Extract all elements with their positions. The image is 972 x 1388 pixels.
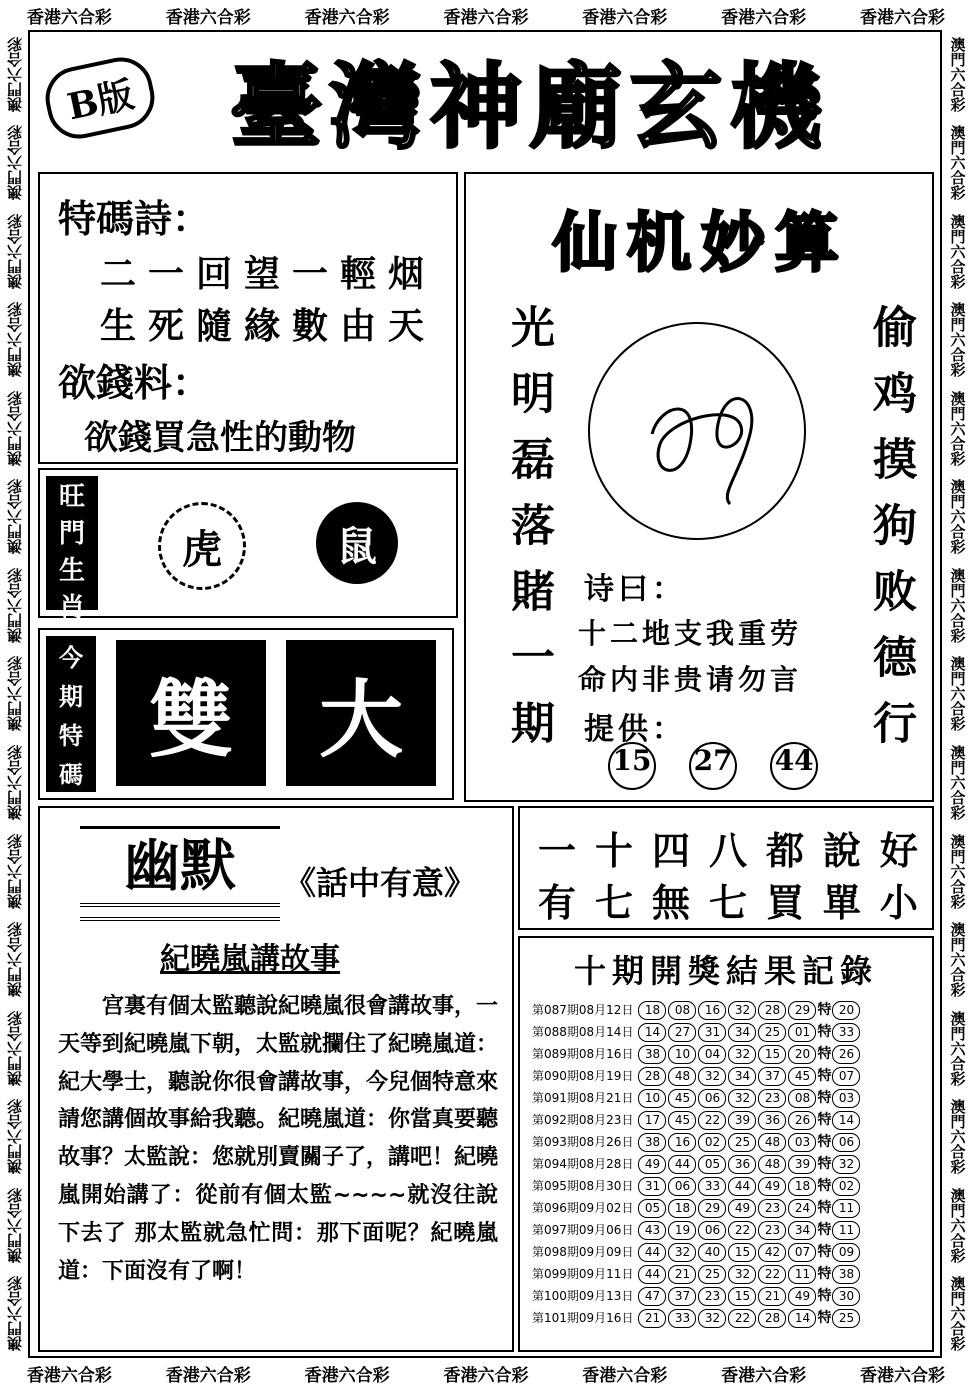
humor-title <box>80 826 280 921</box>
record-number: 37 <box>668 1287 696 1306</box>
special-label: 特 <box>817 1243 832 1260</box>
xianji-provide-label: 提供： <box>584 712 686 747</box>
lucky-number: 27 <box>689 742 737 790</box>
record-number: 23 <box>758 1199 786 1218</box>
records-box <box>518 936 934 1352</box>
proverb-char: 一 <box>538 828 577 873</box>
record-number: 23 <box>758 1221 786 1240</box>
border-text: 香港六合彩 <box>721 1365 807 1386</box>
record-number: 37 <box>758 1067 786 1086</box>
border-text: 香港六合彩 <box>582 1365 668 1386</box>
humor-subtitle: 《話中有意》 <box>284 864 477 902</box>
record-number: 27 <box>668 1023 696 1042</box>
record-number: 14 <box>788 1309 816 1328</box>
record-number: 31 <box>638 1177 666 1196</box>
xianji-right-column: 偷鸡摸狗败德行 <box>865 304 916 766</box>
border-text-vertical: 澳門六合彩 <box>5 567 24 643</box>
border-text-vertical: 澳門六合彩 <box>948 745 967 821</box>
proverb-row-1 <box>538 820 918 875</box>
border-text-vertical: 澳門六合彩 <box>5 656 24 732</box>
zodiac-label-char: 生 <box>58 556 85 586</box>
record-number: 38 <box>638 1133 666 1152</box>
record-number: 20 <box>788 1045 816 1064</box>
xianji-box <box>464 172 934 802</box>
border-text: 香港六合彩 <box>859 1365 945 1386</box>
right-border-strip <box>944 30 972 1358</box>
border-text-vertical: 澳門六合彩 <box>948 922 967 998</box>
record-special-number: 11 <box>832 1221 860 1240</box>
proverb-char: 無 <box>651 880 690 925</box>
record-row <box>532 1108 861 1130</box>
top-border-strip <box>0 0 972 30</box>
border-text-vertical: 澳門六合彩 <box>5 479 24 555</box>
record-numbers <box>637 1174 861 1196</box>
lucky-number: 44 <box>770 742 818 790</box>
record-number: 33 <box>668 1309 696 1328</box>
record-number: 44 <box>638 1265 666 1284</box>
record-number: 32 <box>668 1243 696 1262</box>
proverb-char: 八 <box>708 828 747 873</box>
border-text-vertical: 澳門六合彩 <box>5 302 24 378</box>
proverb-char: 好 <box>879 828 918 873</box>
border-text-vertical: 澳門六合彩 <box>948 1010 967 1086</box>
record-period: 第093期08月26日 <box>532 1134 634 1149</box>
record-period: 第089期08月16日 <box>532 1046 634 1061</box>
record-number: 49 <box>728 1199 756 1218</box>
special-value-2-text: 大 <box>318 670 403 769</box>
record-number: 39 <box>728 1111 756 1130</box>
record-number: 28 <box>758 1309 786 1328</box>
xianji-poem-line-1: 十二地支我重劳 <box>578 617 803 650</box>
record-special-number: 30 <box>832 1287 860 1306</box>
record-number: 10 <box>668 1045 696 1064</box>
special-label: 特 <box>817 1023 832 1040</box>
records-table <box>532 998 861 1328</box>
xianji-poem-label: 诗曰： <box>584 572 686 607</box>
record-number: 22 <box>728 1221 756 1240</box>
record-special-number: 32 <box>832 1155 860 1174</box>
record-numbers <box>637 1196 861 1218</box>
proverb-char: 七 <box>594 880 633 925</box>
record-number: 21 <box>668 1265 696 1284</box>
record-numbers <box>637 1240 861 1262</box>
record-special-number: 06 <box>832 1133 860 1152</box>
proverb-row-2 <box>538 872 918 927</box>
record-number: 34 <box>788 1221 816 1240</box>
border-text-vertical: 澳門六合彩 <box>5 213 24 289</box>
border-text-vertical: 澳門六合彩 <box>948 1099 967 1175</box>
record-numbers <box>637 1086 861 1108</box>
record-number: 15 <box>728 1287 756 1306</box>
record-special-number: 25 <box>832 1309 860 1328</box>
record-period: 第101期09月16日 <box>532 1310 634 1325</box>
border-text-vertical: 澳門六合彩 <box>948 36 967 112</box>
special-label: 特 <box>817 1199 832 1216</box>
border-text: 香港六合彩 <box>26 1365 112 1386</box>
special-label: 特 <box>817 1001 832 1018</box>
record-row <box>532 1020 861 1042</box>
special-label: 特 <box>817 1309 832 1326</box>
border-text-vertical: 澳門六合彩 <box>948 302 967 378</box>
border-text-vertical: 澳門六合彩 <box>948 1276 967 1352</box>
record-numbers <box>637 1284 861 1306</box>
record-number: 42 <box>758 1243 786 1262</box>
record-number: 32 <box>698 1067 726 1086</box>
record-number: 08 <box>788 1089 816 1108</box>
zodiac-box <box>38 468 458 623</box>
record-number: 16 <box>698 1001 726 1020</box>
border-text-vertical: 澳門六合彩 <box>5 745 24 821</box>
record-number: 28 <box>638 1067 666 1086</box>
record-period: 第088期08月14日 <box>532 1024 634 1039</box>
proverb-char: 說 <box>822 828 861 873</box>
record-number: 24 <box>788 1199 816 1218</box>
record-numbers <box>637 1152 861 1174</box>
record-special-number: 38 <box>832 1265 860 1284</box>
record-numbers <box>637 1042 861 1064</box>
record-number: 06 <box>698 1089 726 1108</box>
record-number: 04 <box>698 1045 726 1064</box>
record-number: 31 <box>698 1023 726 1042</box>
border-text-vertical: 澳門六合彩 <box>948 479 967 555</box>
record-number: 32 <box>728 1089 756 1108</box>
record-period: 第091期08月21日 <box>532 1090 634 1105</box>
record-period: 第095期08月30日 <box>532 1178 634 1193</box>
record-number: 33 <box>698 1177 726 1196</box>
record-number: 36 <box>758 1111 786 1130</box>
record-number: 19 <box>668 1221 696 1240</box>
border-text: 香港六合彩 <box>26 7 112 28</box>
special-label-char: 今 <box>59 644 83 672</box>
record-numbers <box>637 1020 861 1042</box>
proverb-char: 十 <box>594 828 633 873</box>
special-label: 特 <box>817 1265 832 1282</box>
border-text: 香港六合彩 <box>165 7 251 28</box>
special-label: 特 <box>817 1221 832 1238</box>
special-label-char: 特 <box>59 722 83 750</box>
special-label: 特 <box>817 1133 832 1150</box>
lucky-number: 15 <box>608 742 656 790</box>
bottom-border-strip <box>0 1358 972 1388</box>
record-special-number: 02 <box>832 1177 860 1196</box>
poem-box <box>38 172 458 464</box>
xianji-left-column: 光明磊落賭一期 <box>503 304 554 766</box>
tiger-label: 虎 <box>182 525 222 573</box>
record-period: 第097期09月06日 <box>532 1222 634 1237</box>
record-number: 32 <box>698 1309 726 1328</box>
zodiac-label <box>46 476 98 623</box>
record-period: 第087期08月12日 <box>532 1002 634 1017</box>
record-row <box>532 1218 861 1240</box>
record-numbers <box>637 1108 861 1130</box>
record-special-number: 07 <box>832 1067 860 1086</box>
records-title: 十期開獎結果記錄 <box>573 952 878 990</box>
record-special-number: 09 <box>832 1243 860 1262</box>
record-numbers <box>637 1064 861 1086</box>
border-text-vertical: 澳門六合彩 <box>948 833 967 909</box>
story-text: 宫裏有個太監聽說紀曉嵐很會講故事，一天等到紀曉嵐下朝，太監就攔住了紀曉嵐道：紀大學士，聽說你很會講故事，今兒個特意來請您講個故事給我聽。紀曉嵐道：你當真要聽故事？太監說：您就別賣關子了，講吧！紀曉嵐開始講了：從前有個太監~~~~就沒往說下去了 那太監就急忙問：那下面呢？紀曉嵐道：下面沒有了啊！ <box>58 994 499 1284</box>
record-number: 40 <box>698 1243 726 1262</box>
record-period: 第099期09月11日 <box>532 1266 634 1281</box>
zodiac-label-char: 旺 <box>58 482 85 512</box>
record-number: 44 <box>668 1155 696 1174</box>
record-period: 第090期08月19日 <box>532 1068 634 1083</box>
record-number: 38 <box>638 1045 666 1064</box>
page-title: 臺灣神廟玄機 <box>229 53 830 161</box>
record-row <box>532 1240 861 1262</box>
record-number: 22 <box>728 1309 756 1328</box>
poem-line-2: 生死隨緣數由天 <box>100 305 437 347</box>
special-label: 特 <box>817 1155 832 1172</box>
record-number: 34 <box>728 1067 756 1086</box>
record-number: 29 <box>788 1001 816 1020</box>
border-text: 香港六合彩 <box>859 7 945 28</box>
record-special-number: 33 <box>832 1023 860 1042</box>
border-text-vertical: 澳門六合彩 <box>5 1187 24 1263</box>
record-number: 21 <box>638 1309 666 1328</box>
record-period: 第092期08月23日 <box>532 1112 634 1127</box>
record-special-number: 03 <box>832 1089 860 1108</box>
proverb-char: 都 <box>765 828 804 873</box>
humor-title-text: 幽默 <box>124 833 236 899</box>
record-number: 44 <box>728 1177 756 1196</box>
money-label: 欲錢料： <box>58 360 211 405</box>
record-number: 10 <box>638 1089 666 1108</box>
special-label: 特 <box>817 1045 832 1062</box>
special-value-1 <box>116 640 266 786</box>
record-number: 22 <box>698 1111 726 1130</box>
record-special-number: 26 <box>832 1045 860 1064</box>
xianji-poem-line-2: 命内非贵请勿言 <box>578 663 803 696</box>
border-text-vertical: 澳門六合彩 <box>5 1010 24 1086</box>
rat-label: 鼠 <box>337 522 377 570</box>
record-row <box>532 1152 861 1174</box>
border-text: 香港六合彩 <box>721 7 807 28</box>
record-number: 06 <box>698 1221 726 1240</box>
record-number: 03 <box>788 1133 816 1152</box>
special-value-2 <box>286 640 436 786</box>
record-number: 25 <box>758 1023 786 1042</box>
record-number: 06 <box>668 1177 696 1196</box>
record-row <box>532 1130 861 1152</box>
edition-label: B版 <box>63 72 138 128</box>
border-text: 香港六合彩 <box>304 1365 390 1386</box>
wave-divider <box>80 903 280 921</box>
record-row <box>532 1042 861 1064</box>
zodiac-label-char: 門 <box>58 519 85 549</box>
left-border-strip <box>0 30 28 1358</box>
record-period: 第094期08月28日 <box>532 1156 634 1171</box>
record-special-number: 20 <box>832 1001 860 1020</box>
record-number: 16 <box>668 1133 696 1152</box>
border-text-vertical: 澳門六合彩 <box>5 922 24 998</box>
record-number: 32 <box>728 1265 756 1284</box>
border-text: 香港六合彩 <box>165 1365 251 1386</box>
record-number: 48 <box>668 1067 696 1086</box>
special-label: 特 <box>817 1089 832 1106</box>
border-text-vertical: 澳門六合彩 <box>5 833 24 909</box>
record-special-number: 14 <box>832 1111 860 1130</box>
border-text-vertical: 澳門六合彩 <box>948 567 967 643</box>
record-number: 05 <box>638 1199 666 1218</box>
border-text: 香港六合彩 <box>582 7 668 28</box>
record-number: 23 <box>698 1287 726 1306</box>
record-numbers <box>637 998 861 1020</box>
record-number: 18 <box>668 1199 696 1218</box>
proverb-char: 小 <box>879 880 918 925</box>
proverb-char: 買 <box>765 880 804 925</box>
story-title: 紀曉嵐講故事 <box>160 942 340 977</box>
record-row <box>532 1306 861 1328</box>
border-text-vertical: 澳門六合彩 <box>948 213 967 289</box>
special-label-char: 碼 <box>59 761 83 789</box>
border-text: 香港六合彩 <box>304 7 390 28</box>
record-row <box>532 1262 861 1284</box>
record-number: 26 <box>788 1111 816 1130</box>
border-text-vertical: 澳門六合彩 <box>5 1099 24 1175</box>
record-row <box>532 1196 861 1218</box>
record-numbers <box>637 1218 861 1240</box>
record-row <box>532 1086 861 1108</box>
zodiac-label-char: 肖 <box>58 593 85 623</box>
record-number: 34 <box>728 1023 756 1042</box>
record-number: 18 <box>638 1001 666 1020</box>
poem-line-1: 二一回望一輕烟 <box>100 253 437 295</box>
record-number: 02 <box>698 1133 726 1152</box>
record-number: 23 <box>758 1089 786 1108</box>
proverb-char: 有 <box>538 880 577 925</box>
record-row <box>532 1064 861 1086</box>
special-value-1-text: 雙 <box>148 670 233 769</box>
record-number: 15 <box>758 1045 786 1064</box>
border-text-vertical: 澳門六合彩 <box>948 125 967 201</box>
special-label-char: 期 <box>59 683 83 711</box>
record-number: 14 <box>638 1023 666 1042</box>
special-label: 特 <box>817 1177 832 1194</box>
record-number: 01 <box>788 1023 816 1042</box>
record-number: 49 <box>788 1287 816 1306</box>
record-number: 45 <box>668 1089 696 1108</box>
border-text-vertical: 澳門六合彩 <box>948 656 967 732</box>
border-text-vertical: 澳門六合彩 <box>5 390 24 466</box>
record-numbers <box>637 1306 861 1328</box>
record-period: 第098期09月09日 <box>532 1244 634 1259</box>
border-text-vertical: 澳門六合彩 <box>5 125 24 201</box>
record-row <box>532 1174 861 1196</box>
record-number: 36 <box>728 1155 756 1174</box>
special-box <box>38 628 454 800</box>
border-text-vertical: 澳門六合彩 <box>948 390 967 466</box>
special-label: 特 <box>817 1111 832 1128</box>
record-numbers <box>637 1130 861 1152</box>
record-number: 25 <box>698 1265 726 1284</box>
record-number: 21 <box>758 1287 786 1306</box>
record-number: 43 <box>638 1221 666 1240</box>
record-number: 07 <box>788 1243 816 1262</box>
xianji-title: 仙机妙算 <box>553 206 849 281</box>
proverb-char: 四 <box>651 828 690 873</box>
special-label: 特 <box>817 1067 832 1084</box>
record-number: 15 <box>728 1243 756 1262</box>
signature-circle <box>588 322 806 540</box>
record-number: 49 <box>758 1177 786 1196</box>
record-number: 39 <box>788 1155 816 1174</box>
record-number: 49 <box>638 1155 666 1174</box>
record-row <box>532 998 861 1020</box>
record-number: 18 <box>788 1177 816 1196</box>
record-number: 44 <box>638 1243 666 1262</box>
record-numbers <box>637 1262 861 1284</box>
record-number: 22 <box>758 1265 786 1284</box>
record-number: 45 <box>788 1067 816 1086</box>
record-number: 08 <box>668 1001 696 1020</box>
tiger-emblem <box>158 502 246 590</box>
record-number: 11 <box>788 1265 816 1284</box>
poem-label: 特碼詩： <box>58 196 211 241</box>
special-label <box>46 636 96 792</box>
signature-scribble <box>590 324 804 538</box>
record-row <box>532 1284 861 1306</box>
record-period: 第096期09月02日 <box>532 1200 634 1215</box>
record-number: 45 <box>668 1111 696 1130</box>
money-text: 欲錢買急性的動物 <box>84 418 356 458</box>
proverb-char: 七 <box>708 880 747 925</box>
record-number: 05 <box>698 1155 726 1174</box>
border-text-vertical: 澳門六合彩 <box>5 36 24 112</box>
proverb-box <box>518 806 934 930</box>
record-number: 28 <box>758 1001 786 1020</box>
record-number: 47 <box>638 1287 666 1306</box>
border-text: 香港六合彩 <box>443 1365 529 1386</box>
record-number: 17 <box>638 1111 666 1130</box>
record-number: 29 <box>698 1199 726 1218</box>
humor-box <box>38 806 514 1352</box>
record-number: 48 <box>758 1155 786 1174</box>
border-text-vertical: 澳門六合彩 <box>948 1187 967 1263</box>
border-text: 香港六合彩 <box>443 7 529 28</box>
record-number: 25 <box>728 1133 756 1152</box>
proverb-char: 單 <box>822 880 861 925</box>
record-period: 第100期09月13日 <box>532 1288 634 1303</box>
border-text-vertical: 澳門六合彩 <box>5 1276 24 1352</box>
record-number: 32 <box>728 1045 756 1064</box>
special-label: 特 <box>817 1287 832 1304</box>
record-special-number: 11 <box>832 1199 860 1218</box>
record-number: 48 <box>758 1133 786 1152</box>
rat-emblem <box>316 502 398 584</box>
xianji-numbers <box>594 742 832 790</box>
record-number: 32 <box>728 1001 756 1020</box>
